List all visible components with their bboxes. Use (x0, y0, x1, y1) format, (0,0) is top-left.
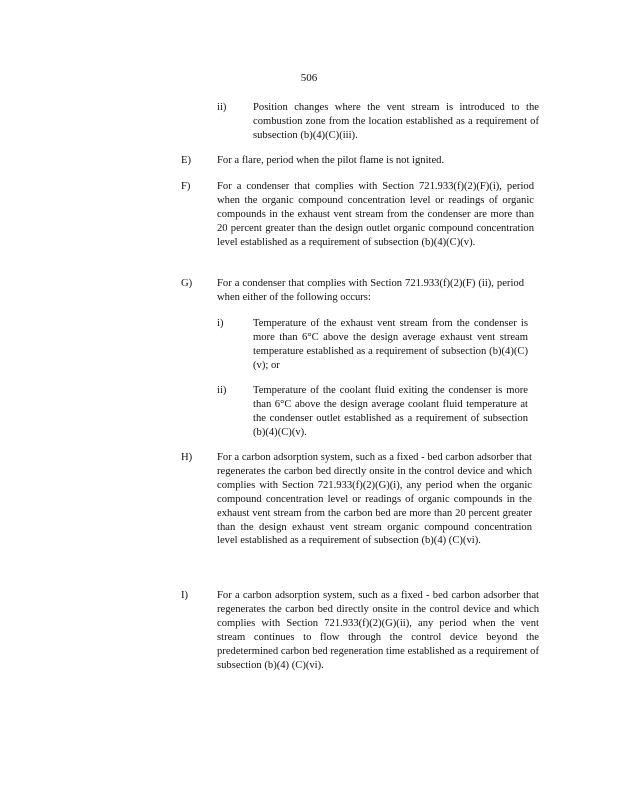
item-marker: G) (181, 278, 193, 289)
item-text: For a condenser that complies with Section 721.933(f)(2)(F) (ii), period when either of the following occurs: (217, 278, 524, 303)
item-text: Temperature of the exhaust vent stream from the condenser is more than 6°C above the design average exhaust vent stream temperature established as a requirement of subsection (b)(4)(C)(v); or (253, 318, 528, 371)
page-number: 506 (300, 72, 318, 84)
item-text: Position changes where the vent stream is introduced to the combustion zone from the location established as a requirement of subsection (b)(4)(C)(iii). (253, 102, 539, 141)
item-text: For a carbon adsorption system, such as a fixed - bed carbon adsorber that regenerates the carbon bed directly onsite in the control device and which complies with Section 721.933(f)(2)(G)(ii), any period when the vent stream continues to flow through the control device beyond the predetermined carbon bed regeneration time established as a requirement of subsection (b)(4) (C)(vi). (217, 590, 539, 671)
item-marker: F) (181, 181, 191, 192)
item-marker: I) (181, 590, 189, 601)
item-marker: i) (217, 318, 224, 329)
item-text: For a carbon adsorption system, such as a fixed - bed carbon adsorber that regenerates the carbon bed directly onsite in the control device and which complies with Section 721.933(f)(2)(G)(i), any period when the organic compound concentration level or readings of organic compounds in the exhaust vent stream from the carbon bed are more than 20 percent greater than the design exhaust vent stream organic compound concentration level established as a requirement of subsection (b)(4) (C)(vi). (217, 452, 532, 547)
item-text: For a condenser that complies with Section 721.933(f)(2)(F)(i), period when the organic compound concentration level or readings of organic compounds in the exhaust vent stream from the condenser are more than 20 percent greater than the design outlet organic compound concentration level established as a requirement of subsection (b)(4)(C)(v). (217, 181, 534, 248)
item-marker: H) (181, 452, 193, 463)
item-marker: ii) (217, 385, 227, 396)
item-text: Temperature of the coolant fluid exiting the condenser is more than 6°C above the design average coolant fluid temperature at the condenser outlet established as a requirement of subsection (b)(4)(C)(v). (253, 385, 528, 438)
item-marker: ii) (217, 102, 227, 113)
item-marker: E) (181, 155, 191, 166)
item-text: For a flare, period when the pilot flame is not ignited. (217, 155, 445, 166)
